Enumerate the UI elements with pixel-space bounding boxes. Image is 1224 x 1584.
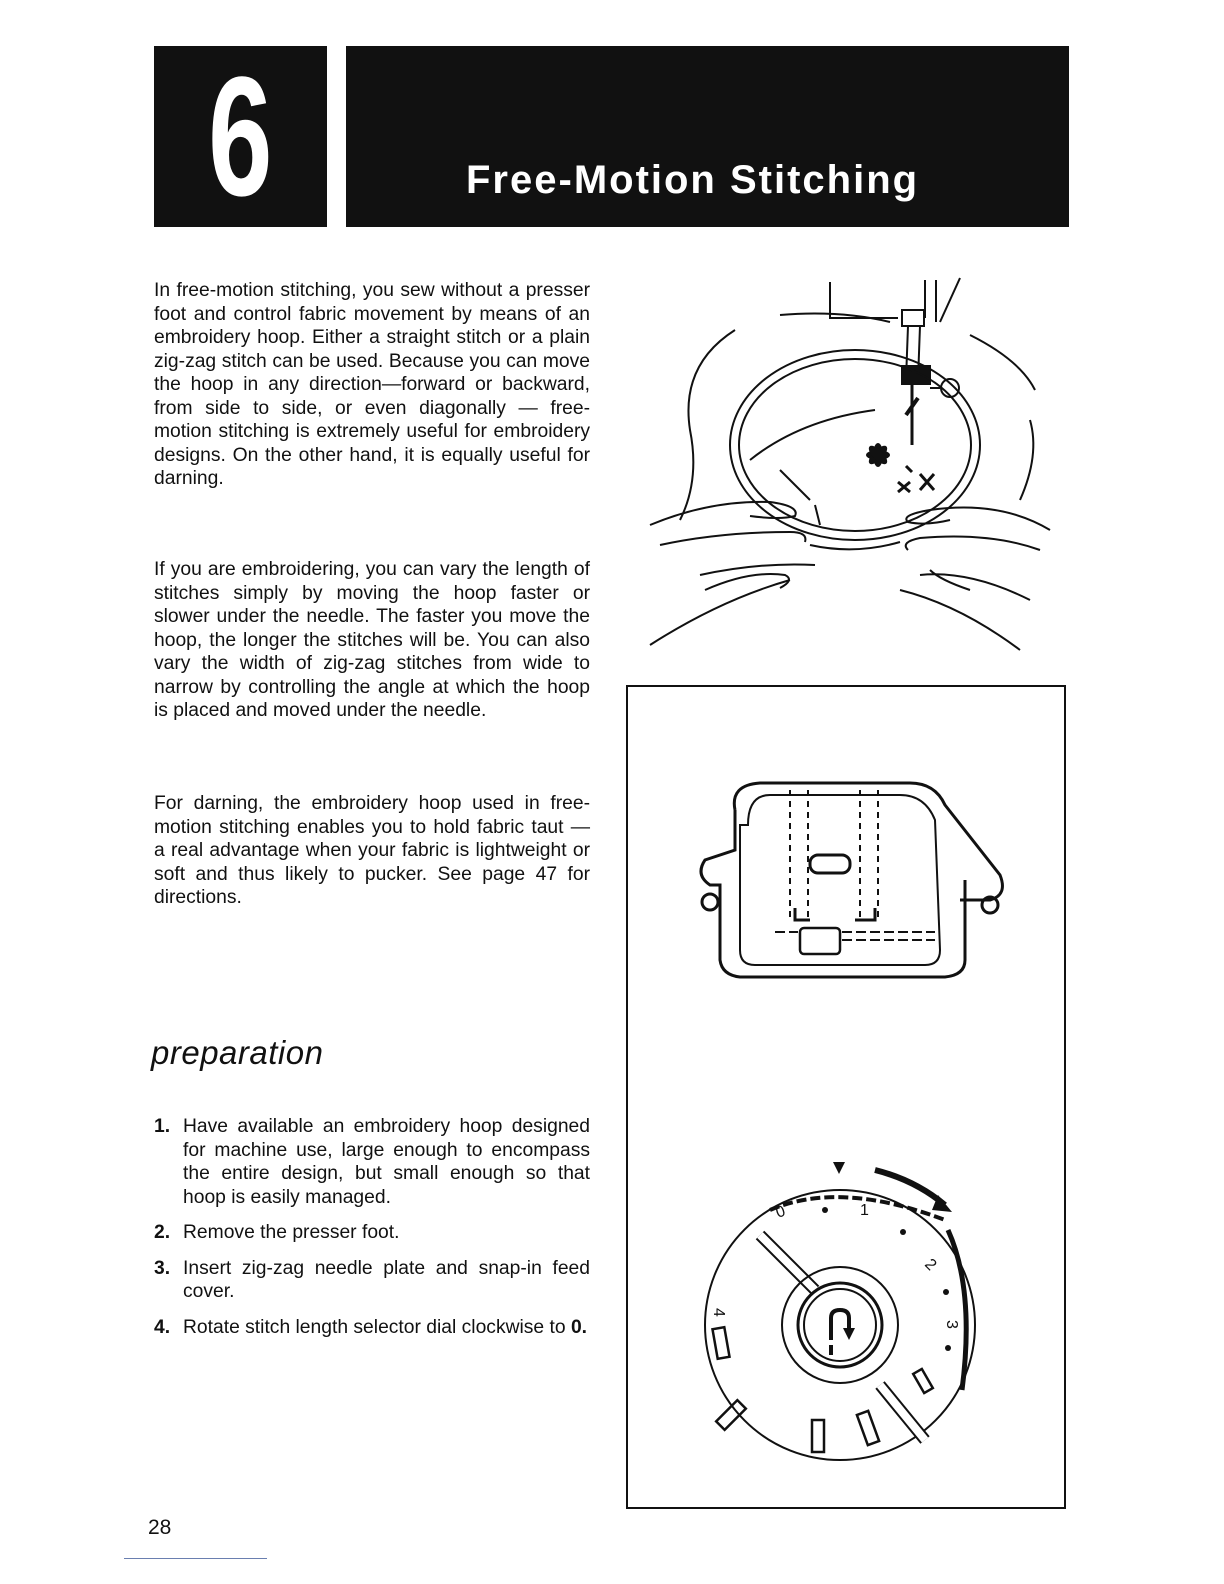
feed-cover-illustration [690, 780, 1010, 980]
preparation-steps [154, 1115, 590, 1351]
reverse-arrow-icon [843, 1328, 855, 1340]
stitch-length-dial [700, 1150, 980, 1470]
page-number: 28 [148, 1516, 172, 1539]
preparation-heading: preparation [151, 1034, 324, 1071]
dial-number-1: 1 [860, 1202, 869, 1219]
chapter-number-box [154, 41, 327, 232]
intro-paragraph-2: If you are embroidering, you can vary the length of stitches simply by moving the hoop faster or slower under the needle. The faster you move the hoop, the longer the stitches will be. You can also vary the width of zig-zag stitches from wide to narrow by controlling the angle at which the hoop is placed and moved under the needle. [154, 559, 590, 721]
step-2: 2. Remove the presser foot. [154, 1222, 400, 1243]
step-1: 1. Have available an embroidery hoop designed for machine use, large enough to encompass the entire design, but small enough so that hoop is easily managed. [154, 1116, 590, 1208]
chapter-title-bar [346, 46, 1069, 227]
step-4: 4. Rotate stitch length selector dial clockwise to 0. [154, 1316, 588, 1338]
footer-rule [124, 1558, 267, 1559]
dial-number-3: 3 [943, 1320, 960, 1329]
dial-number-4: 4 [710, 1308, 727, 1317]
dial-number-0: 0 [773, 1202, 788, 1222]
hoop-embroidery-illustration [640, 270, 1060, 660]
intro-paragraph-1: In free-motion stitching, you sew without a presser foot and control fabric movement by means of an embroidery hoop. Either a straight stitch or a plain zig-zag stitch can be used. Because you can move the hoop in any direction—forward or backward, from side to side, or even diagonally — free-motion stitching is extremely useful for embroidery designs. On the other hand, it is equally useful for darning. [154, 280, 590, 489]
dial-number-2: 2 [921, 1255, 940, 1275]
chapter-title: Free-Motion Stitching [466, 158, 920, 202]
step-3: 3. Insert zig-zag needle plate and snap-in feed cover. [154, 1257, 590, 1302]
dial-pointer-icon [833, 1162, 845, 1174]
intro-paragraph-3: For darning, the embroidery hoop used in free-motion stitching enables you to hold fabric taut — a real advantage when your fabric is lightweight or soft and thus likely to pucker. See page 47 for directions. [154, 793, 590, 908]
chapter-number: 6 [208, 41, 273, 232]
